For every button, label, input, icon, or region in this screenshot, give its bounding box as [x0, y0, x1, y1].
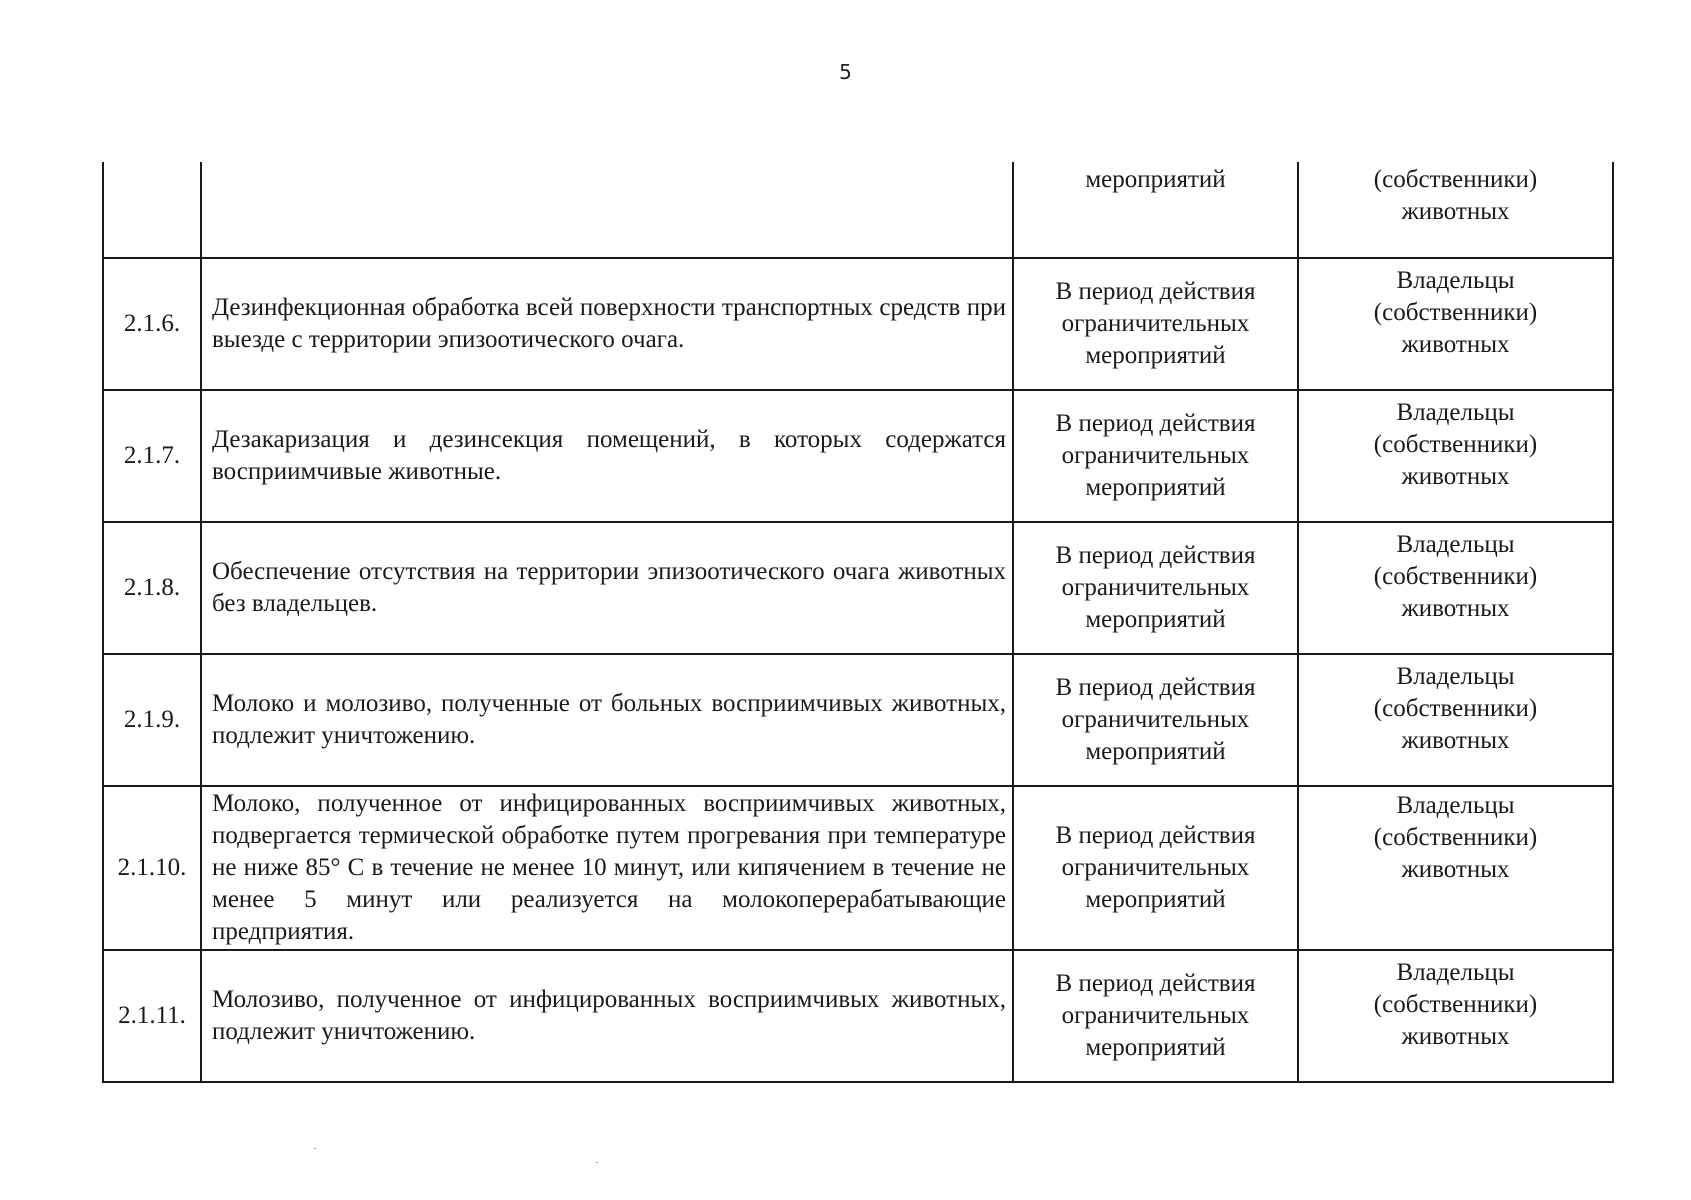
- period-cell: [1013, 654, 1298, 786]
- description-cell: [201, 950, 1013, 1082]
- responsible-text: (собственники) животных: [1373, 166, 1538, 225]
- table-row: [103, 786, 1613, 950]
- period-cell: [1013, 390, 1298, 522]
- period-cell: [1013, 950, 1298, 1082]
- responsible-cell: [1298, 162, 1613, 258]
- responsible-cell: [1298, 786, 1613, 950]
- description-text: Молоко, полученное от инфицированных восприимчивых животных, подвергается термической обработке путем прогревания при температуре не ниже 85° С в течение не менее 10 минут, или кипячением в течение не менее 5 минут или реализуется на молокоперерабатывающие предприятия.: [212, 790, 1006, 945]
- description-cell: [201, 522, 1013, 654]
- description-text: Обеспечение отсутствия на территории эпизоотического очага животных без владельцев.: [212, 558, 1006, 617]
- period-cell: [1013, 786, 1298, 950]
- period-text: В период действия ограничительных мероприятий: [1055, 278, 1256, 369]
- description-cell: [201, 390, 1013, 522]
- period-cell: [1013, 522, 1298, 654]
- row-number: 2.1.6.: [103, 258, 201, 390]
- table-row: [103, 654, 1613, 786]
- description-cell: [201, 786, 1013, 950]
- period-cell: [1013, 162, 1298, 258]
- row-number: 2.1.7.: [103, 390, 201, 522]
- responsible-text: Владельцы (собственники) животных: [1373, 267, 1538, 358]
- period-text: мероприятий: [1085, 166, 1226, 193]
- description-text: Дезакаризация и дезинсекция помещений, в которых содержатся восприимчивые животные.: [212, 426, 1006, 485]
- table-row: [103, 522, 1613, 654]
- row-number: 2.1.10.: [103, 786, 201, 950]
- responsible-text: Владельцы (собственники) животных: [1373, 663, 1538, 754]
- responsible-cell: [1298, 258, 1613, 390]
- period-cell: [1013, 258, 1298, 390]
- row-number: 2.1.9.: [103, 654, 201, 786]
- table-row-continued: [103, 162, 1613, 258]
- responsible-cell: [1298, 950, 1613, 1082]
- period-text: В период действия ограничительных мероприятий: [1055, 674, 1256, 765]
- row-number: 2.1.8.: [103, 522, 201, 654]
- responsible-cell: [1298, 522, 1613, 654]
- responsible-text: Владельцы (собственники) животных: [1373, 399, 1538, 490]
- row-number: 2.1.11.: [103, 950, 201, 1082]
- responsible-cell: [1298, 390, 1613, 522]
- responsible-text: Владельцы (собственники) животных: [1373, 792, 1538, 883]
- table-row: [103, 950, 1613, 1082]
- num-cell: [103, 162, 201, 258]
- description-text: Молоко и молозиво, полученные от больных восприимчивых животных, подлежит уничтожению.: [212, 690, 1006, 749]
- description-cell: [201, 654, 1013, 786]
- description-text: Молозиво, полученное от инфицированных восприимчивых животных, подлежит уничтожению.: [212, 986, 1006, 1045]
- responsible-text: Владельцы (собственники) животных: [1373, 531, 1538, 622]
- period-text: В период действия ограничительных мероприятий: [1055, 410, 1256, 501]
- scan-speck: [596, 1162, 598, 1163]
- description-cell: [201, 162, 1013, 258]
- measures-table: [102, 162, 1614, 1083]
- scan-speck: [314, 1148, 316, 1149]
- responsible-text: Владельцы (собственники) животных: [1373, 959, 1538, 1050]
- page-number: 5: [839, 60, 852, 84]
- period-text: В период действия ограничительных мероприятий: [1055, 970, 1256, 1061]
- description-text: Дезинфекционная обработка всей поверхности транспортных средств при выезде с территории эпизоотического очага.: [212, 294, 1006, 353]
- table-row: [103, 390, 1613, 522]
- period-text: В период действия ограничительных мероприятий: [1055, 822, 1256, 913]
- period-text: В период действия ограничительных мероприятий: [1055, 542, 1256, 633]
- responsible-cell: [1298, 654, 1613, 786]
- table-row: [103, 258, 1613, 390]
- description-cell: [201, 258, 1013, 390]
